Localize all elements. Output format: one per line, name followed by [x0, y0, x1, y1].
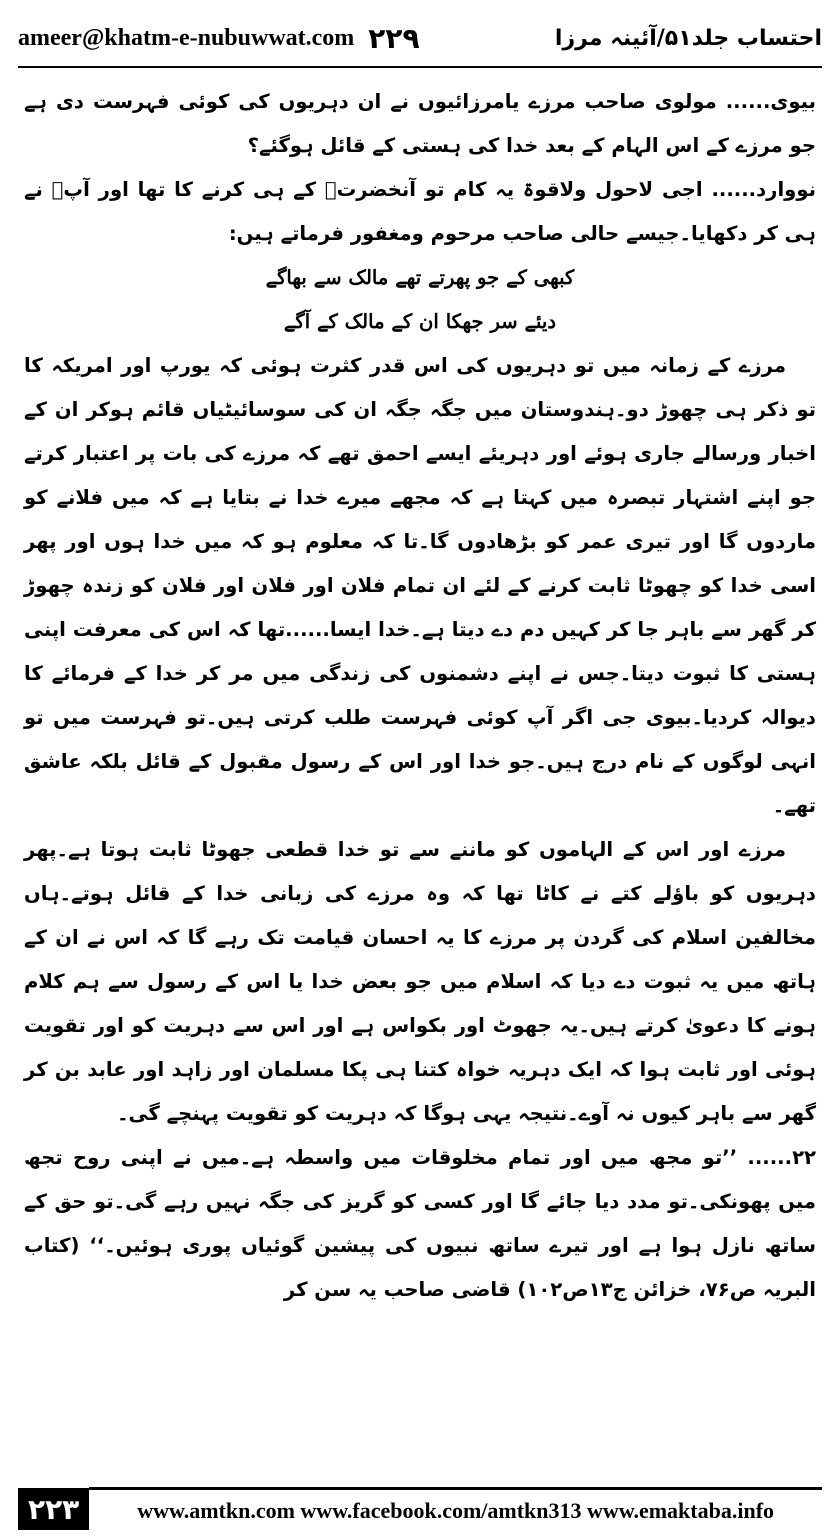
paragraph-1: بیوی...... مولوی صاحب مرزے یامرزائیوں نے ان دہریوں کی کوئی فہرست دی ہے جو مرزے کے اس الہام کے بعد خدا کی ہستی کے قائل ہوگئے؟ [24, 90, 816, 157]
page-header [18, 18, 822, 58]
header-rule [18, 66, 822, 68]
paragraph-5: ۲۲...... ’’تو مجھ میں اور تمام مخلوقات میں واسطہ ہے۔میں نے اپنی روح تجھ میں پھونکی۔تو مدد دیا جائے گا اور کسی کو گریز کی جگہ نہیں رہے گی۔تو حق کے ساتھ نازل ہوا ہے اور تیرے ساتھ نبیوں کی پیشین گوئیاں پوری ہوئیں۔‘‘ (کتاب البریہ ص۷۶، خزائن ج۱۳ص۱۰۲) قاضی صاحب یہ سن کر [24, 1146, 816, 1301]
footer-bar [89, 1487, 822, 1532]
header-title: احتساب جلد۵۱/آئینہ مرزا [554, 25, 822, 51]
footer-links[interactable]: www.amtkn.com www.facebook.com/amtkn313 www.emaktaba.info [137, 1497, 775, 1523]
header-page-number: ۲۲۹ [368, 21, 420, 55]
paragraph-3: مرزے کے زمانہ میں تو دہریوں کی اس قدر کثرت ہوئی کہ یورپ اور امریکہ کا تو ذکر ہی چھوڑ دو۔ہندوستان میں جگہ جگہ ان کی سوسائیٹیاں قائم ہوکر ان کے اخبار ورسالے جاری ہوئے اور دہریئے ایسے احمق تھے کہ مرزے کی بات پر اعتبار کرتے جو اپنے اشتہار تبصرہ میں کہتا ہے کہ مجھے میرے خدا نے بتایا ہے کہ میں فلانے کو ماردوں گا اور تیری عمر کو بڑھادوں گا۔تا کہ معلوم ہو کہ میں خدا ہوں اور پھر اسی خدا کو چھوٹا ثابت کرنے کے لئے ان تمام فلان اور فلان اور فلان کو زندہ چھوڑ کر گھر سے باہر جا کر کہیں دم دے دیتا ہے۔خدا ایسا......تھا کہ اس کی معرفت اپنی ہستی کا ثبوت دیتا۔جس نے اپنے دشمنوں کی زندگی میں مر کر خدا کے فرمائے کا دیوالہ کردیا۔بیوی جی اگر آپ کوئی فہرست طلب کرتی ہیں۔تو فہرست میں تو انہی لوگوں کے نام درج ہیں۔جو خدا اور اس کے رسول مقبول کے قائل بلکہ عاشق تھے۔ [24, 354, 816, 817]
header-email: ameer@khatm-e-nubuwwat.com [18, 24, 355, 51]
verse-line-1: کبھی کے جو پھرتے تھے مالک سے بھاگے [265, 266, 575, 289]
paragraph-2: نووارد...... اجی لاحول ولاقوۃ یہ کام تو آنخضرتﷺ کے ہی کرنے کا تھا اور آپؐ نے ہی کر دکھایا۔جیسے حالی صاحب مرحوم ومغفور فرماتے ہیں: [24, 178, 816, 245]
footer-page-number: ۲۲۳ [18, 1488, 89, 1530]
page-footer [18, 1488, 822, 1530]
paragraph-4: مرزے اور اس کے الہاموں کو ماننے سے تو خدا قطعی جھوٹا ثابت ہوتا ہے۔پھر دہریوں کو باؤلے کتے نے کاٹا تھا کہ وہ مرزے کی زبانی خدا کے قائل ہوتے۔ہاں مخالفین اسلام کی گردن پر مرزے کا یہ احسان قیامت تک رہے گا کہ اس نے ان کے ہاتھ میں یہ ثبوت دے دیا کہ اسلام میں جو بعض خدا یا اس کے رسول سے ہم کلام ہونے کا دعویٰ کرتے ہیں۔یہ جھوٹ اور بکواس ہے اور اس سے دہریت کو اور تقویت ہوئی اور ثابت ہوا کہ ایک دہریہ خواہ کتنا ہی پکا مسلمان اور زاہد اور عابد بن کر گھر سے باہر کیوں نہ آوے۔نتیجہ یہی ہوگا کہ دہریت کو تقویت پہنچے گی۔ [24, 838, 816, 1125]
header-left [18, 22, 420, 55]
verse-line-2: دیئے سر جھکا ان کے مالک کے آگے [283, 310, 557, 333]
page-body [24, 80, 816, 1482]
